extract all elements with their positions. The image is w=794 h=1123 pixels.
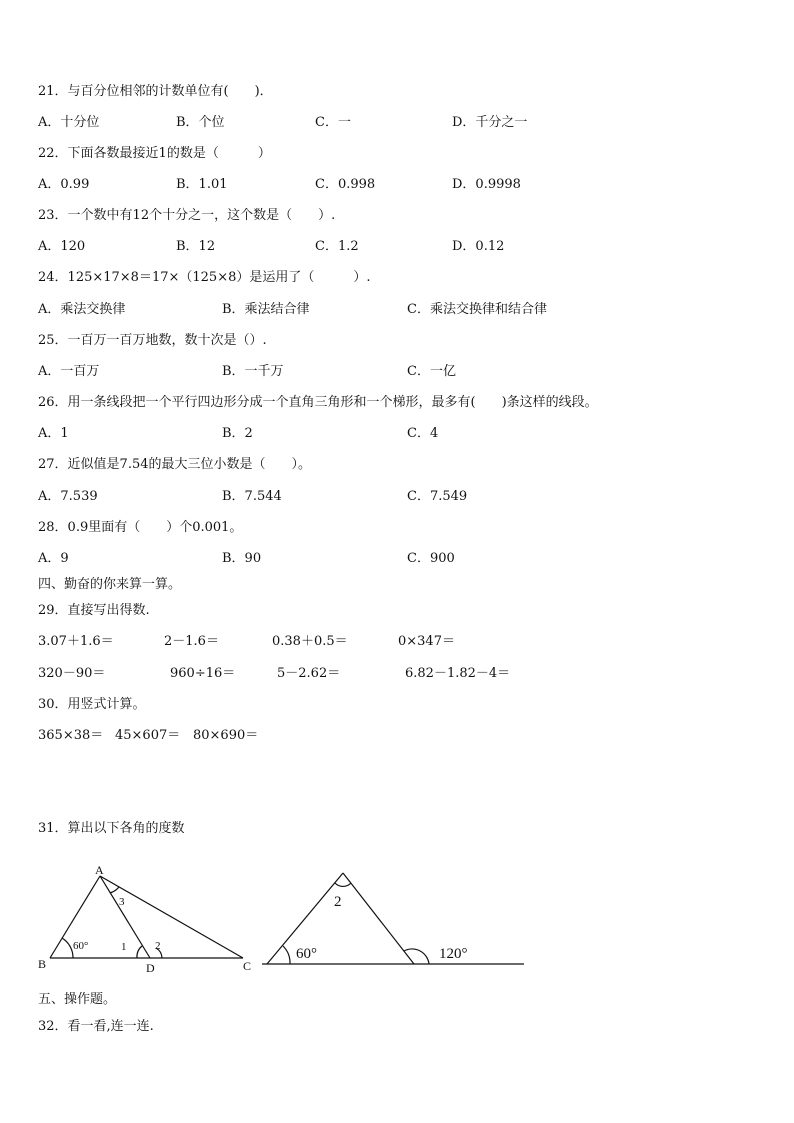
q23-option-d: D．0.12 xyxy=(452,239,505,254)
q25-option-c: C．一亿 xyxy=(407,364,456,379)
question-28-stem: 28．0.9里面有（ ）个0.001。 xyxy=(38,520,243,535)
q26-option-b: B．2 xyxy=(222,426,253,441)
question-32-stem: 32．看一看,连一连. xyxy=(38,1019,154,1034)
q27-option-b: B．7.544 xyxy=(222,489,282,504)
q21-option-d: D．千分之一 xyxy=(452,115,528,130)
q30-expr: 80×690＝ xyxy=(193,728,259,743)
question-21-stem: 21．与百分位相邻的计数单位有( )． xyxy=(38,84,273,99)
question-23-stem: 23．一个数中有12个十分之一，这个数是（ ）. xyxy=(38,208,336,223)
q22-option-d: D．0.9998 xyxy=(452,177,521,192)
q25-option-b: B．一千万 xyxy=(222,364,284,379)
triangle-figure-1 xyxy=(30,858,270,978)
q25-option-a: A．一百万 xyxy=(38,364,100,379)
question-30-stem: 30．用竖式计算。 xyxy=(38,697,146,712)
right-side xyxy=(343,873,414,964)
q23-option-a: A．120 xyxy=(38,239,86,254)
question-22-stem: 22．下面各数最接近1的数是（ ） xyxy=(38,146,271,161)
q29-expr: 960÷16＝ xyxy=(170,666,236,681)
q22-option-b: B．1.01 xyxy=(176,177,228,192)
q30-expr: 365×38＝ xyxy=(38,728,104,743)
angle-arc-60 xyxy=(283,946,290,964)
question-29-stem: 29．直接写出得数. xyxy=(38,603,150,618)
label-c: C xyxy=(243,959,252,973)
q26-option-c: C．4 xyxy=(407,426,439,441)
q29-expr: 2－1.6＝ xyxy=(164,634,219,649)
q29-expr: 5－2.62＝ xyxy=(277,666,341,681)
label-angle-1: 1 xyxy=(121,941,127,953)
question-27-stem: 27．近似值是7.54的最大三位小数是（ ）。 xyxy=(38,457,311,472)
q30-expr: 45×607＝ xyxy=(115,728,181,743)
q26-option-a: A．1 xyxy=(38,426,69,441)
q27-option-a: A．7.539 xyxy=(38,489,98,504)
q22-option-a: A．0.99 xyxy=(38,177,90,192)
q21-option-a: A．十分位 xyxy=(38,115,100,130)
q24-option-c: C．乘法交换律和结合律 xyxy=(407,302,547,317)
label-angle-2: 2 xyxy=(155,940,161,952)
q22-option-c: C．0.998 xyxy=(315,177,376,192)
section-5-heading: 五、操作题。 xyxy=(38,992,117,1007)
q29-expr: 6.82－1.82－4＝ xyxy=(405,666,511,681)
q24-option-b: B．乘法结合律 xyxy=(222,302,310,317)
label-angle-b: 60° xyxy=(73,940,89,952)
question-26-stem: 26．用一条线段把一个平行四边形分成一个直角三角形和一个梯形，最多有( )条这样的线段。 xyxy=(38,395,598,410)
q29-expr: 0×347＝ xyxy=(398,634,455,649)
q23-option-b: B．12 xyxy=(176,239,216,254)
label-angle-2: 2 xyxy=(334,894,342,910)
angle-arc-top xyxy=(335,883,351,886)
q28-option-b: B．90 xyxy=(222,551,262,566)
q24-option-a: A．乘法交换律 xyxy=(38,302,126,317)
question-31-stem: 31．算出以下各角的度数 xyxy=(38,821,185,836)
question-25-stem: 25．一百万一百万地数，数十次是（）. xyxy=(38,333,267,348)
q23-option-c: C．1.2 xyxy=(315,239,359,254)
q29-expr: 3.07＋1.6＝ xyxy=(38,634,114,649)
section-4-heading: 四、勤奋的你来算一算。 xyxy=(38,577,182,592)
q28-option-a: A．9 xyxy=(38,551,69,566)
label-b: B xyxy=(38,957,47,971)
angle-arc-1 xyxy=(137,946,142,958)
q28-option-c: C．900 xyxy=(407,551,455,566)
q21-option-c: C．一 xyxy=(315,115,351,130)
question-24-stem: 24．125×17×8＝17×（125×8）是运用了（ ）. xyxy=(38,270,371,285)
q29-expr: 320－90＝ xyxy=(38,666,106,681)
label-a: A xyxy=(95,863,104,877)
angle-arc-b xyxy=(62,938,73,958)
q27-option-c: C．7.549 xyxy=(407,489,468,504)
label-angle-3: 3 xyxy=(119,896,125,908)
label-60-degrees: 60° xyxy=(296,946,317,962)
label-120-degrees: 120° xyxy=(439,946,468,962)
label-d: D xyxy=(146,961,155,975)
q29-expr: 0.38＋0.5＝ xyxy=(272,634,348,649)
angle-arc-3 xyxy=(110,887,119,893)
q21-option-b: B．个位 xyxy=(176,115,225,130)
triangle-figure-2 xyxy=(262,862,528,972)
